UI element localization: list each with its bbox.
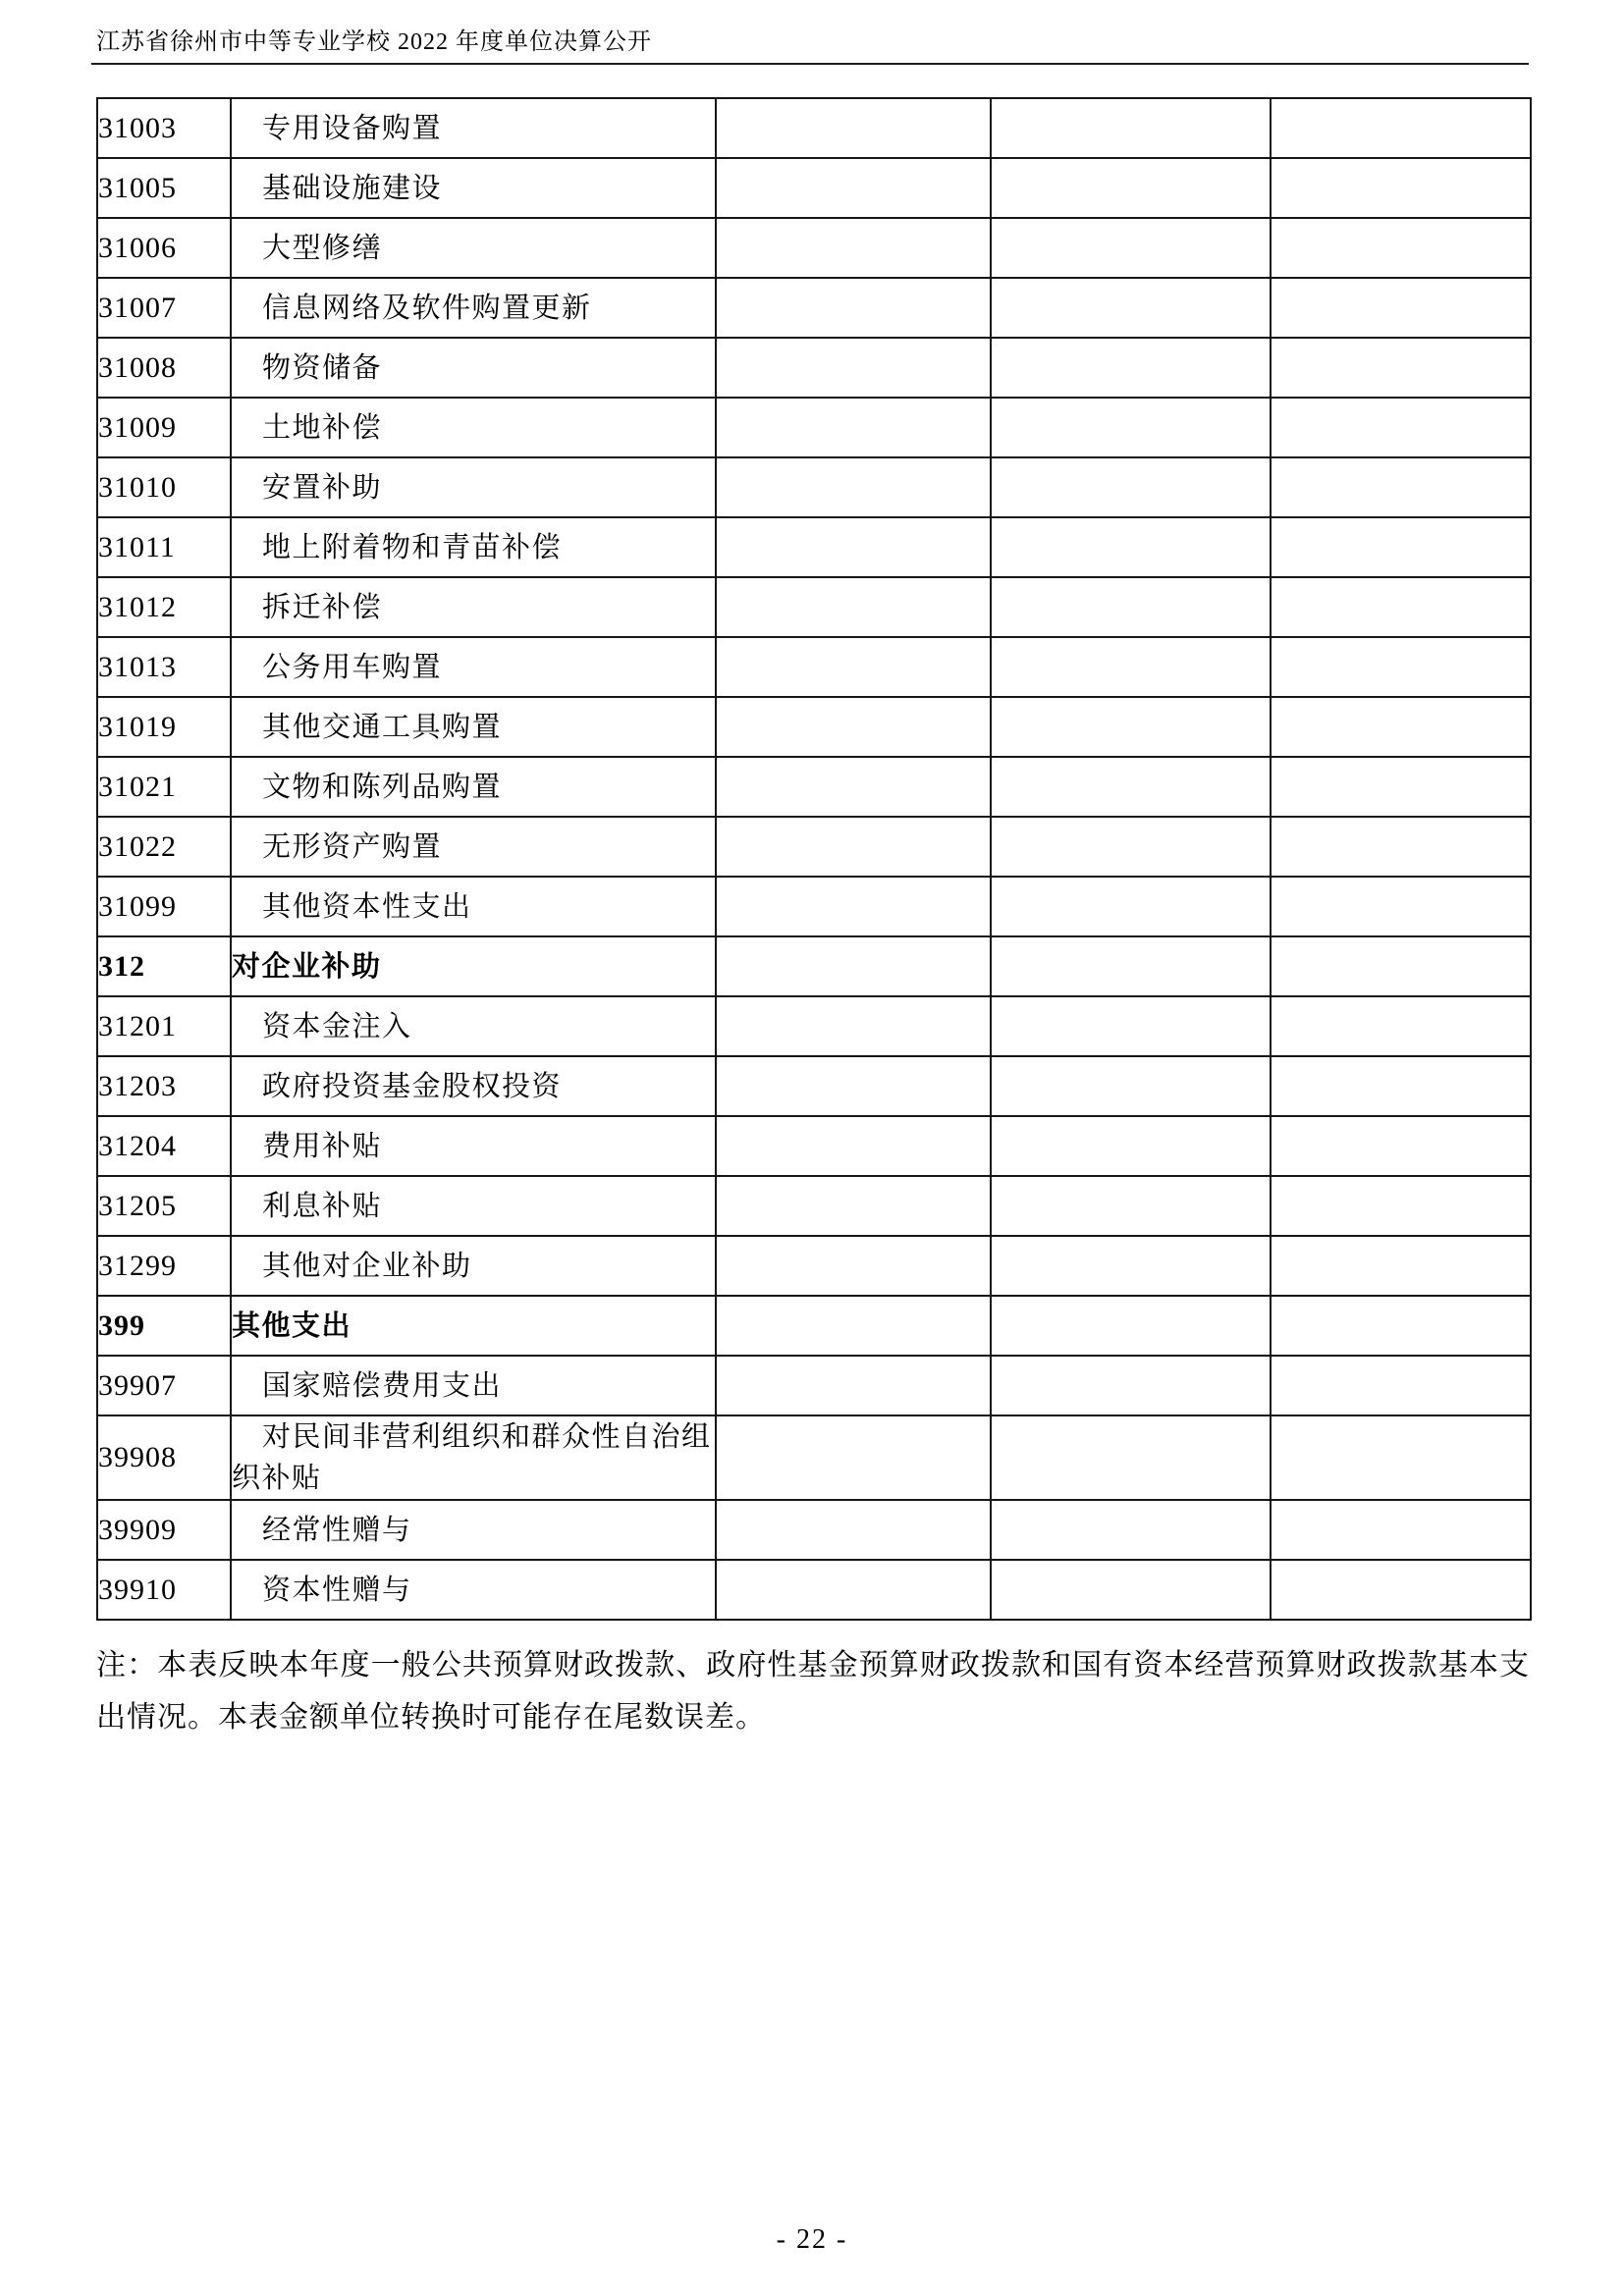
row-code-cell: 39910: [97, 1560, 231, 1620]
row-code-cell: 31006: [97, 218, 231, 278]
row-value-cell: [716, 697, 991, 757]
row-value-cell: [991, 338, 1271, 398]
row-value-cell: [1271, 936, 1531, 996]
row-value-cell: [716, 1500, 991, 1560]
row-value-cell: [716, 98, 991, 158]
row-value-cell: [991, 577, 1271, 637]
table-row: [97, 1560, 1531, 1620]
table-row: [97, 1415, 1531, 1500]
table-row: [97, 1296, 1531, 1356]
table-row: [97, 517, 1531, 577]
row-code-cell: 31013: [97, 637, 231, 697]
table-row: [97, 817, 1531, 877]
row-value-cell: [991, 1356, 1271, 1415]
row-value-cell: [1271, 218, 1531, 278]
row-value-cell: [1271, 1176, 1531, 1236]
row-value-cell: [716, 1415, 991, 1500]
row-code-cell: 31205: [97, 1176, 231, 1236]
row-value-cell: [716, 637, 991, 697]
row-value-cell: [716, 1560, 991, 1620]
row-value-cell: [1271, 517, 1531, 577]
row-value-cell: [1271, 637, 1531, 697]
row-code-cell: 31204: [97, 1116, 231, 1176]
row-value-cell: [716, 158, 991, 218]
row-value-cell: [991, 996, 1271, 1056]
row-name-cell: 拆迁补偿: [231, 577, 716, 637]
row-name-cell: 无形资产购置: [231, 817, 716, 877]
row-value-cell: [991, 457, 1271, 517]
row-value-cell: [1271, 278, 1531, 338]
row-code-cell: 39908: [97, 1415, 231, 1500]
row-name-cell: 对企业补助: [231, 936, 716, 996]
row-name-cell: 大型修缮: [231, 218, 716, 278]
row-value-cell: [1271, 1500, 1531, 1560]
row-value-cell: [991, 697, 1271, 757]
page-title: 江苏省徐州市中等专业学校 2022 年度单位决算公开: [96, 29, 652, 55]
row-code-cell: 31201: [97, 996, 231, 1056]
row-value-cell: [991, 817, 1271, 877]
table-row: [97, 1176, 1531, 1236]
row-code-cell: 31005: [97, 158, 231, 218]
row-value-cell: [1271, 877, 1531, 936]
row-name-cell: 政府投资基金股权投资: [231, 1056, 716, 1116]
row-value-cell: [716, 1356, 991, 1415]
table-row: [97, 637, 1531, 697]
row-code-cell: 31203: [97, 1056, 231, 1116]
row-value-cell: [1271, 1056, 1531, 1116]
row-value-cell: [716, 1296, 991, 1356]
row-code-cell: 31011: [97, 517, 231, 577]
row-value-cell: [1271, 1236, 1531, 1296]
row-value-cell: [716, 1236, 991, 1296]
row-code-cell: 31299: [97, 1236, 231, 1296]
row-value-cell: [1271, 996, 1531, 1056]
row-name-cell: 安置补助: [231, 457, 716, 517]
table-row: [97, 218, 1531, 278]
row-value-cell: [991, 158, 1271, 218]
row-value-cell: [716, 996, 991, 1056]
row-code-cell: 31012: [97, 577, 231, 637]
row-value-cell: [1271, 1560, 1531, 1620]
row-value-cell: [1271, 1415, 1531, 1500]
row-value-cell: [991, 1116, 1271, 1176]
row-value-cell: [716, 278, 991, 338]
row-value-cell: [991, 1176, 1271, 1236]
row-value-cell: [716, 757, 991, 817]
table-row: [97, 158, 1531, 218]
table-row: [97, 1056, 1531, 1116]
row-value-cell: [716, 517, 991, 577]
row-name-cell: 其他支出: [231, 1296, 716, 1356]
row-value-cell: [1271, 1116, 1531, 1176]
row-name-cell: 专用设备购置: [231, 98, 716, 158]
table-row: [97, 457, 1531, 517]
row-name-cell: 费用补贴: [231, 1116, 716, 1176]
row-name-cell: 其他交通工具购置: [231, 697, 716, 757]
row-code-cell: 312: [97, 936, 231, 996]
row-code-cell: 31003: [97, 98, 231, 158]
row-code-cell: 31008: [97, 338, 231, 398]
table-row: [97, 1236, 1531, 1296]
row-value-cell: [991, 1500, 1271, 1560]
row-value-cell: [991, 398, 1271, 457]
table-row: [97, 996, 1531, 1056]
row-value-cell: [716, 398, 991, 457]
row-value-cell: [1271, 158, 1531, 218]
row-code-cell: 31019: [97, 697, 231, 757]
row-name-cell: 基础设施建设: [231, 158, 716, 218]
row-code-cell: 31007: [97, 278, 231, 338]
row-value-cell: [991, 877, 1271, 936]
row-value-cell: [991, 637, 1271, 697]
row-code-cell: 31099: [97, 877, 231, 936]
row-name-cell: 公务用车购置: [231, 637, 716, 697]
row-value-cell: [1271, 1296, 1531, 1356]
row-code-cell: 31009: [97, 398, 231, 457]
row-code-cell: 39907: [97, 1356, 231, 1415]
row-value-cell: [991, 517, 1271, 577]
row-value-cell: [716, 936, 991, 996]
row-value-cell: [716, 877, 991, 936]
row-name-cell: 资本性赠与: [231, 1560, 716, 1620]
row-name-cell: 信息网络及软件购置更新: [231, 278, 716, 338]
row-name-cell: 国家赔偿费用支出: [231, 1356, 716, 1415]
row-value-cell: [1271, 457, 1531, 517]
row-value-cell: [991, 757, 1271, 817]
row-code-cell: 31010: [97, 457, 231, 517]
row-name-cell: 利息补贴: [231, 1176, 716, 1236]
row-name-cell: 资本金注入: [231, 996, 716, 1056]
row-code-cell: 31021: [97, 757, 231, 817]
row-value-cell: [1271, 398, 1531, 457]
table-row: [97, 278, 1531, 338]
row-value-cell: [716, 577, 991, 637]
table-row: [97, 877, 1531, 936]
row-code-cell: 31022: [97, 817, 231, 877]
row-value-cell: [991, 278, 1271, 338]
row-value-cell: [716, 1116, 991, 1176]
table-footnote: 注：本表反映本年度一般公共预算财政拨款、政府性基金预算财政拨款和国有资本经营预算财政拨款基本支出情况。本表金额单位转换时可能存在尾数误差。: [96, 1649, 1530, 1734]
row-value-cell: [991, 98, 1271, 158]
row-name-cell: 文物和陈列品购置: [231, 757, 716, 817]
table-row: [97, 697, 1531, 757]
row-value-cell: [716, 1176, 991, 1236]
page-number: - 22 -: [776, 2224, 848, 2255]
table-row: [97, 757, 1531, 817]
row-value-cell: [991, 218, 1271, 278]
row-value-cell: [1271, 1356, 1531, 1415]
row-name-cell: 地上附着物和青苗补偿: [231, 517, 716, 577]
header-divider: [91, 63, 1529, 65]
row-value-cell: [716, 457, 991, 517]
row-value-cell: [991, 1236, 1271, 1296]
table-row: [97, 398, 1531, 457]
table-row: [97, 577, 1531, 637]
row-name-cell: 其他对企业补助: [231, 1236, 716, 1296]
row-value-cell: [991, 1560, 1271, 1620]
budget-table: [96, 97, 1532, 1621]
table-row: [97, 1500, 1531, 1560]
row-value-cell: [716, 1056, 991, 1116]
row-name-cell: 对民间非营利组织和群众性自治组织补贴: [231, 1415, 716, 1500]
table-row: [97, 936, 1531, 996]
table-row: [97, 338, 1531, 398]
row-name-cell: 其他资本性支出: [231, 877, 716, 936]
row-value-cell: [991, 1056, 1271, 1116]
table-row: [97, 1356, 1531, 1415]
row-value-cell: [1271, 577, 1531, 637]
row-value-cell: [1271, 338, 1531, 398]
row-name-cell: 土地补偿: [231, 398, 716, 457]
row-value-cell: [991, 1415, 1271, 1500]
table-row: [97, 98, 1531, 158]
row-value-cell: [716, 817, 991, 877]
row-value-cell: [1271, 98, 1531, 158]
row-value-cell: [1271, 757, 1531, 817]
table-row: [97, 1116, 1531, 1176]
row-code-cell: 39909: [97, 1500, 231, 1560]
row-name-cell: 经常性赠与: [231, 1500, 716, 1560]
row-code-cell: 399: [97, 1296, 231, 1356]
row-value-cell: [716, 338, 991, 398]
row-value-cell: [991, 1296, 1271, 1356]
row-value-cell: [716, 218, 991, 278]
row-value-cell: [991, 936, 1271, 996]
row-name-cell: 物资储备: [231, 338, 716, 398]
row-value-cell: [1271, 697, 1531, 757]
row-value-cell: [1271, 817, 1531, 877]
